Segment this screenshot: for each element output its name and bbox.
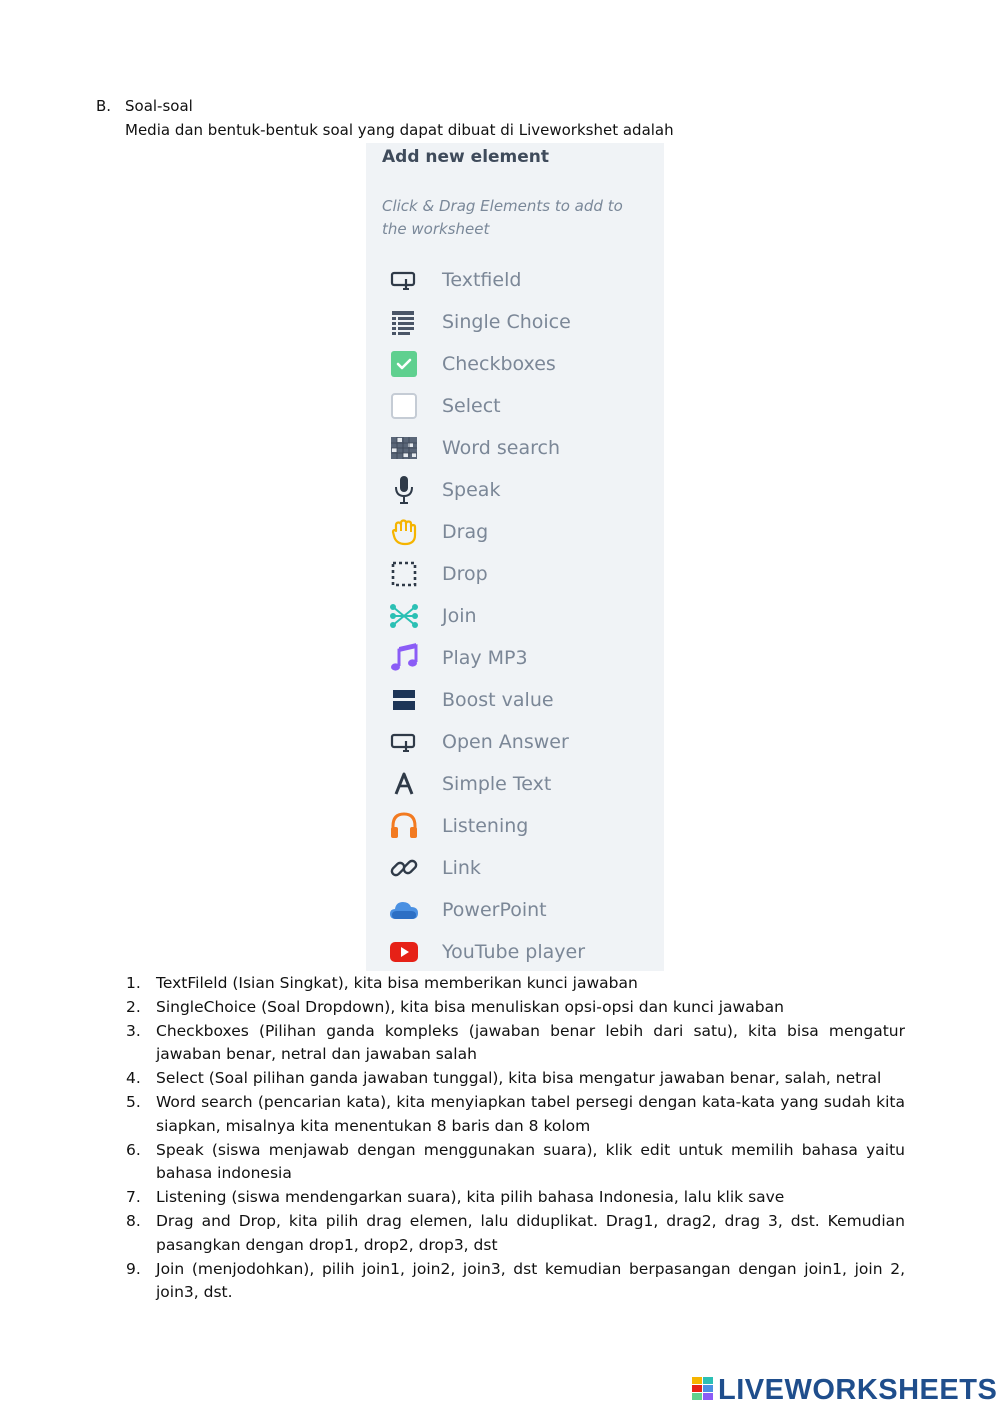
element-drop[interactable] <box>386 558 656 590</box>
music-note-icon <box>386 642 422 674</box>
list-item-number: 6. <box>126 1140 141 1159</box>
logo-text: LIVEWORKSHEETS <box>718 1374 998 1406</box>
list-item <box>126 1067 905 1091</box>
element-youtube-player[interactable] <box>386 936 656 968</box>
element-join[interactable] <box>386 600 656 632</box>
panel-title: Add new element <box>382 147 550 167</box>
list-item-text: Speak (siswa menjawab dengan menggunakan suara), klik edit untuk memilih bahasa yaitu bahasa indonesia <box>156 1140 905 1183</box>
element-label: Boost value <box>442 689 554 711</box>
list-item-number: 3. <box>126 1021 141 1040</box>
list-item-text: Select (Soal pilihan ganda jawaban tunggal), kita bisa mengatur jawaban benar, salah, netral <box>156 1069 882 1088</box>
list-item <box>126 1186 905 1210</box>
list-item-number: 7. <box>126 1188 141 1207</box>
element-label: Single Choice <box>442 311 571 333</box>
boost-value-icon <box>386 684 422 716</box>
select-icon <box>386 390 422 422</box>
element-listening[interactable] <box>386 810 656 842</box>
list-item <box>126 1020 905 1068</box>
intro-text: Media dan bentuk-bentuk soal yang dapat dibuat di Liveworkshet adalah <box>125 121 674 139</box>
element-checkboxes[interactable] <box>386 348 656 380</box>
textfield-icon <box>386 264 422 296</box>
element-label: Word search <box>442 437 560 459</box>
element-label: Join <box>442 605 477 627</box>
list-item-text: Word search (pencarian kata), kita menyiapkan tabel persegi dengan kata-kata yang sudah kita siapkan, misalnya kita menentukan 8 baris dan 8 kolom <box>156 1092 905 1135</box>
dotted-square-icon <box>386 558 422 590</box>
headphones-icon <box>386 810 422 842</box>
cloud-icon <box>386 894 422 926</box>
element-simple-text[interactable] <box>386 768 656 800</box>
list-item-number: 9. <box>126 1259 141 1278</box>
section-letter: B. <box>96 97 112 115</box>
link-icon <box>386 852 422 884</box>
element-open-answer[interactable] <box>386 726 656 758</box>
list-item-number: 1. <box>126 974 141 992</box>
microphone-icon <box>386 474 422 506</box>
element-speak[interactable] <box>386 474 656 506</box>
join-icon <box>386 600 422 632</box>
liveworksheets-logo-icon <box>692 1377 714 1405</box>
word-search-icon <box>386 432 422 464</box>
element-play-mp3[interactable] <box>386 642 656 674</box>
element-single-choice[interactable] <box>386 306 656 338</box>
hand-icon <box>386 516 422 548</box>
element-link[interactable] <box>386 852 656 884</box>
youtube-icon <box>386 936 422 968</box>
list-item <box>126 1139 905 1187</box>
explanation-list <box>126 972 905 1305</box>
open-answer-icon <box>386 726 422 758</box>
liveworksheets-logo[interactable] <box>692 1374 997 1407</box>
list-item <box>126 1210 905 1258</box>
element-label: Checkboxes <box>442 353 556 375</box>
add-element-panel <box>366 143 664 971</box>
list-item-text: TextFileld (Isian Singkat), kita bisa memberikan kunci jawaban <box>156 974 638 992</box>
element-label: Drop <box>442 563 488 585</box>
element-word-search[interactable] <box>386 432 656 464</box>
checkbox-icon <box>386 348 422 380</box>
element-label: Select <box>442 395 501 417</box>
list-item <box>126 996 905 1020</box>
element-powerpoint[interactable] <box>386 894 656 926</box>
element-textfield[interactable] <box>386 264 656 296</box>
element-label: Simple Text <box>442 773 552 795</box>
list-item <box>126 1258 905 1306</box>
single-choice-icon <box>386 306 422 338</box>
element-label: Textfield <box>442 269 522 291</box>
element-drag[interactable] <box>386 516 656 548</box>
element-label: Listening <box>442 815 529 837</box>
list-item-text: SingleChoice (Soal Dropdown), kita bisa menuliskan opsi-opsi dan kunci jawaban <box>156 997 784 1016</box>
list-item-number: 2. <box>126 997 141 1016</box>
panel-hint: Click & Drag Elements to add to the worksheet <box>382 197 623 238</box>
list-item <box>126 1091 905 1139</box>
element-label: Play MP3 <box>442 647 528 669</box>
section-title: Soal-soal <box>125 97 193 115</box>
list-item-number: 4. <box>126 1069 141 1088</box>
element-boost-value[interactable] <box>386 684 656 716</box>
letter-a-icon <box>386 768 422 800</box>
element-label: Speak <box>442 479 501 501</box>
list-item-text: Listening (siswa mendengarkan suara), kita pilih bahasa Indonesia, lalu klik save <box>156 1188 785 1207</box>
list-item-text: Drag and Drop, kita pilih drag elemen, lalu diduplikat. Drag1, drag2, drag 3, dst. Kemudian pasangkan dengan drop1, drop2, drop3, dst <box>156 1211 905 1254</box>
list-item-number: 8. <box>126 1211 141 1230</box>
list-item-text: Join (menjodohkan), pilih join1, join2, join3, dst kemudian berpasangan dengan join1, join 2, join3, dst. <box>156 1259 905 1302</box>
element-label: Link <box>442 857 481 879</box>
element-label: Drag <box>442 521 489 543</box>
list-item-text: Checkboxes (Pilihan ganda kompleks (jawaban benar lebih dari satu), kita bisa mengatur jawaban benar, netral dan jawaban salah <box>156 1021 905 1064</box>
element-select[interactable] <box>386 390 656 422</box>
element-label: Open Answer <box>442 731 569 753</box>
list-item-number: 5. <box>126 1092 141 1111</box>
list-item <box>126 972 905 996</box>
section-heading <box>96 97 193 115</box>
element-label: PowerPoint <box>442 899 547 921</box>
element-label: YouTube player <box>442 941 586 963</box>
